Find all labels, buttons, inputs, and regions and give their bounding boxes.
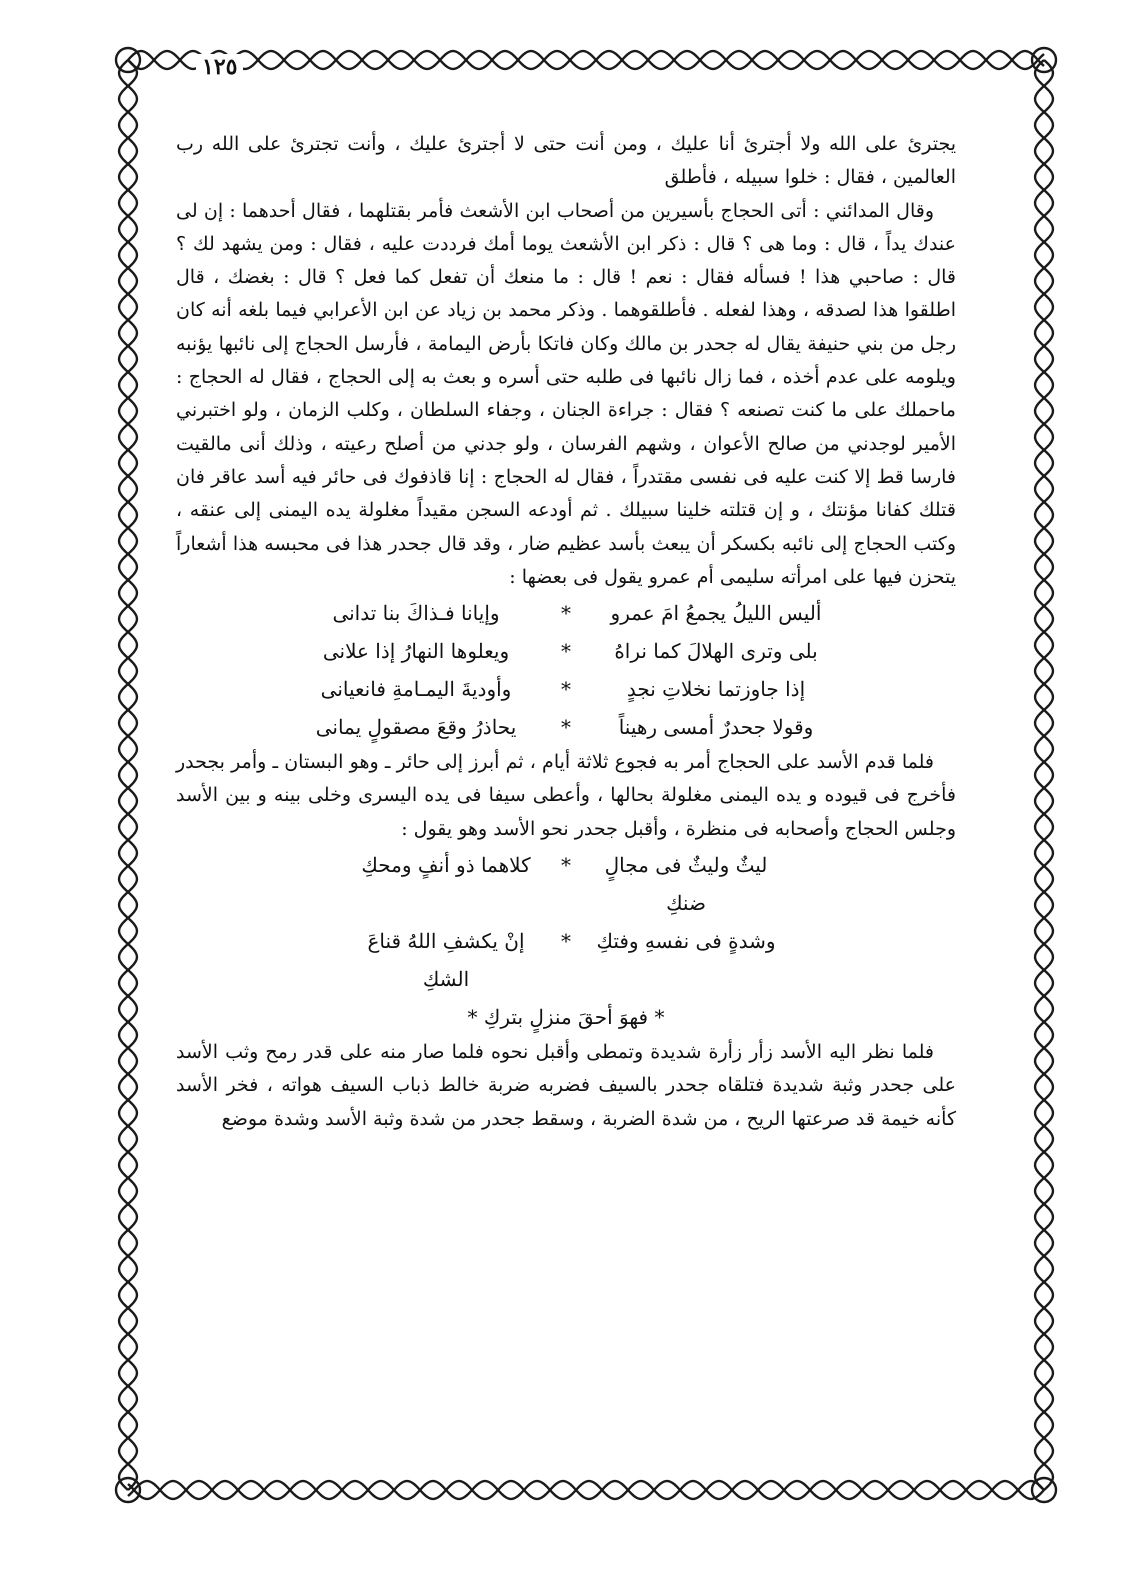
paragraph: يجترئ على الله ولا أجترئ أنا عليك ، ومن أنت حتى لا أجترئ عليك ، وأنت تجترئ على الله رب العالمين ، فقال : خلوا سبيله ، فأطلق	[176, 133, 956, 189]
hemistich-left: وإيانا فـذاكَ بنا تدانى	[332, 601, 500, 626]
verse-separator: *	[561, 929, 571, 954]
hemistich: فهوَ أحقَ منزلٍ بتركِ	[483, 1005, 649, 1030]
poem	[176, 846, 956, 1036]
page-body	[176, 128, 956, 1428]
page-number: ١٢٥	[196, 54, 243, 80]
poem-verse	[346, 922, 786, 998]
poem	[176, 594, 956, 746]
verse-separator: *	[561, 601, 571, 626]
hemistich-right: بلى وترى الهلالَ كما نراهُ	[614, 639, 818, 664]
hemistich-left: كلاهما ذو أنفٍ ومحكِ	[361, 853, 531, 878]
paragraph: وقال المدائني : أتى الحجاج بأسيرين من أصحاب ابن الأشعث فأمر بقتلهما ، فقال أحدهما : إن لى عندك يداً ، قال : وما هى ؟ قال : ذكر ابن الأشعث يوما أمك فرددت عليه ، فقال : ومن يشهد لك ؟ قال : صاحبي هذا ! فسأله فقال : نعم ! قال : ما منعك أن تفعل كما فعل ؟ قال : بغضك ، قال اطلقوا هذا لصدقه ، وهذا لفعله . فأطلقوهما . وذكر محمد بن زياد عن ابن الأعرابي فيما بلغه أنه كان رجل من بني حنيفة يقال له جحدر بن مالك وكان فاتكا بأرض اليمامة ، فأرسل الحجاج إلى نائبها يؤنبه ويلومه على عدم أخذه ، فما زال نائبها فى طلبه حتى أسره و بعث به إلى الحجاج ، فقال له الحجاج : ماحملك على ما كنت تصنعه ؟ فقال : جراءة الجنان ، وجفاء السلطان ، وكلب الزمان ، ولو اختبرني الأمير لوجدني من صالح الأعوان ، وشهم الفرسان ، ولو جدني من أصلح رعيته ، وذلك أنى مالقيت فارسا قط إلا كنت عليه فى نفسى مقتدراً ، فقال له الحجاج : إنا قاذفوك فى حائر فيه أسد عاقر فان قتلك كفانا مؤنتك ، و إن قتلته خلينا سبيلك . ثم أودعه السجن مقيداً مغلولة يده اليمنى إلى عنقه ، وكتب الحجاج إلى نائبه بكسكر أن يبعث بأسد عظيم ضار ، وقد قال جحدر هذا فى محبسه هذا أشعاراً يتحزن فيها على امرأته سليمى أم عمرو يقول فى بعضها :	[176, 199, 956, 588]
hemistich-left: يحاذرُ وقعَ مصقولٍ يمانى	[315, 715, 517, 740]
hemistich-right: ليثٌ وليثٌ فى مجالٍ ضنكِ	[604, 853, 768, 916]
hemistich-right: أليس الليلُ يجمعُ امَ عمرو	[610, 601, 822, 626]
verse-separator: *	[467, 1005, 478, 1030]
poem-verse	[286, 632, 846, 670]
hemistich-right: إذا جاوزتما نخلاتِ نجدٍ	[626, 677, 806, 702]
verse-separator: *	[561, 677, 571, 702]
poem-verse	[346, 846, 786, 922]
hemistich-right: وقولا جحدرٌ أمسى رهيناً	[618, 715, 814, 740]
verse-separator: *	[561, 715, 571, 740]
poem-verse	[286, 708, 846, 746]
paragraph: فلما قدم الأسد على الحجاج أمر به فجوع ثلاثة أيام ، ثم أبرز إلى حائر ـ وهو البستان ـ وأمر بجحدر فأخرج فى قيوده و يده اليمنى مغلولة بحالها ، وأعطى سيفا فى يده اليسرى وخلى بينه و بين الأسد وجلس الحجاج وأصحابه فى منظرة ، وأقبل جحدر نحو الأسد وهو يقول :	[176, 751, 957, 840]
hemistich-left: إنْ يكشفِ اللهُ قناعَ الشكِ	[367, 929, 525, 992]
poem-single-line	[176, 998, 956, 1036]
verse-separator: *	[654, 1005, 665, 1030]
verse-separator: *	[561, 639, 571, 664]
hemistich-left: ويعلوها النهارُ إذا علانى	[322, 639, 510, 664]
poem-verse	[286, 670, 846, 708]
poem-verse	[286, 594, 846, 632]
hemistich-left: وأوديةَ اليمـامةِ فانعيانى	[320, 677, 512, 702]
verse-separator: *	[561, 853, 571, 878]
hemistich-right: وشدةٍ فى نفسهِ وفتكِ	[596, 929, 776, 954]
paragraph: فلما نظر اليه الأسد زأر زأرة شديدة وتمطى وأقبل نحوه فلما صار منه على قدر رمح وثب الأسد على جحدر وثبة شديدة فتلقاه جحدر بالسيف فضربه ضربة خالط ذباب السيف هواته ، فخر الأسد كأنه خيمة قد صرعتها الريح ، من شدة الضربة ، وسقط جحدر من شدة وثبة الأسد وشدة موضع	[176, 1041, 956, 1130]
